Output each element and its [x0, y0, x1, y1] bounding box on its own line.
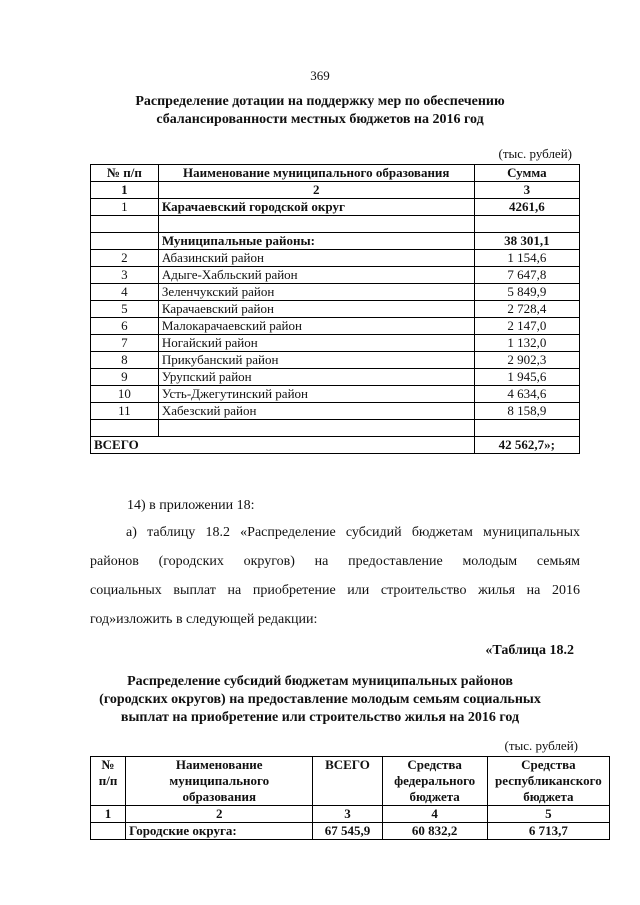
empty-cell: [158, 216, 474, 233]
table-reference: «Таблица 18.2: [485, 643, 574, 658]
header-name: [126, 757, 313, 806]
row-name: Урупский район: [158, 369, 474, 386]
section1-title-line1: Распределение дотации на поддержку мер по обеспечению: [135, 94, 505, 109]
row-num: 3: [91, 267, 159, 284]
row-name: Хабезский район: [158, 403, 474, 420]
col-number: 1: [91, 806, 126, 823]
table-row: [91, 233, 580, 250]
header-total: [313, 757, 382, 806]
table-row: [91, 284, 580, 301]
row-sum: 7 647,8: [474, 267, 579, 284]
row-num: 11: [91, 403, 159, 420]
subsidy-table-2: [90, 756, 610, 840]
row-sum: 5 849,9: [474, 284, 579, 301]
row-num: 5: [91, 301, 159, 318]
col-number: 5: [487, 806, 609, 823]
row-federal: 60 832,2: [382, 823, 487, 840]
header-text: Средства: [407, 757, 462, 772]
row-sum: 2 902,3: [474, 352, 579, 369]
header-text: образования: [182, 789, 257, 804]
row-name: Зеленчукский район: [158, 284, 474, 301]
row-num: 8: [91, 352, 159, 369]
row-name: Ногайский район: [158, 335, 474, 352]
header-text: муниципального: [169, 773, 270, 788]
empty-cell: [158, 420, 474, 437]
header-num: [91, 757, 126, 806]
header-num: № п/п: [91, 165, 159, 182]
row-name: Городские округа:: [126, 823, 313, 840]
section2-unit: (тыс. рублей): [504, 738, 578, 753]
table-row: [91, 352, 580, 369]
section2-title: [0, 673, 640, 727]
col-number: 1: [91, 182, 159, 199]
row-name: Малокарачаевский район: [158, 318, 474, 335]
table-header-row: [91, 757, 610, 806]
header-text: Средства: [521, 757, 576, 772]
table-row: [91, 199, 580, 216]
subsidy-table-1: [90, 164, 580, 454]
header-text: бюджета: [409, 789, 460, 804]
header-name: Наименование муниципального образования: [158, 165, 474, 182]
header-text: республиканского: [495, 773, 602, 788]
row-sum: 2 147,0: [474, 318, 579, 335]
header-federal: [382, 757, 487, 806]
empty-cell: [474, 216, 579, 233]
row-name: Карачаевский район: [158, 301, 474, 318]
row-num: 7: [91, 335, 159, 352]
row-sum: 38 301,1: [474, 233, 579, 250]
table-row: [91, 250, 580, 267]
section1-title-line2: сбалансированности местных бюджетов на 2016 год: [156, 112, 484, 127]
paragraph-line: а) таблицу 18.2 «Распределение субсидий бюджетам муниципальных: [126, 525, 580, 540]
section1-title: [0, 93, 640, 129]
empty-cell: [91, 420, 159, 437]
row-name: Усть-Джегутинский район: [158, 386, 474, 403]
row-sum: 1 154,6: [474, 250, 579, 267]
row-sum: 4261,6: [474, 199, 579, 216]
col-number: 3: [474, 182, 579, 199]
col-number: 4: [382, 806, 487, 823]
total-sum: 42 562,7»;: [474, 437, 579, 454]
col-number: 3: [313, 806, 382, 823]
header-text: Наименование: [175, 757, 263, 772]
header-republic: [487, 757, 609, 806]
paragraph-appendix: 14) в приложении 18:: [127, 498, 255, 513]
total-label: ВСЕГО: [91, 437, 475, 454]
col-number: 2: [126, 806, 313, 823]
header-sum: Сумма: [474, 165, 579, 182]
table-header-row: [91, 165, 580, 182]
row-sum: 1 132,0: [474, 335, 579, 352]
paragraph-amendment: [90, 518, 580, 634]
row-republic: 6 713,7: [487, 823, 609, 840]
paragraph-line: год»изложить в следующей редакции:: [90, 612, 318, 627]
row-num: 1: [91, 199, 159, 216]
row-name: Карачаевский городской округ: [158, 199, 474, 216]
section2-title-line3: выплат на приобретение или строительство жилья на 2016 год: [120, 710, 520, 725]
page-number: 369: [310, 68, 330, 83]
table-row: [91, 369, 580, 386]
row-num: 2: [91, 250, 159, 267]
row-sum: 4 634,6: [474, 386, 579, 403]
row-sum: 8 158,9: [474, 403, 579, 420]
empty-cell: [91, 823, 126, 840]
header-text: ВСЕГО: [325, 757, 370, 772]
empty-cell: [474, 420, 579, 437]
header-text: федерального: [394, 773, 476, 788]
paragraph-line: социальных выплат на приобретение или строительство жилья на 2016: [90, 583, 580, 598]
section1-unit: (тыс. рублей): [498, 146, 572, 161]
row-sum: 2 728,4: [474, 301, 579, 318]
header-text: бюджета: [523, 789, 574, 804]
col-number: 2: [158, 182, 474, 199]
table-row: [91, 403, 580, 420]
row-sum: 1 945,6: [474, 369, 579, 386]
table-row: [91, 301, 580, 318]
row-num: 9: [91, 369, 159, 386]
table-row: [91, 386, 580, 403]
empty-row: [91, 420, 580, 437]
header-text: п/п: [98, 773, 118, 788]
section2-title-line1: Распределение субсидий бюджетам муниципальных районов: [127, 674, 513, 689]
row-num: 10: [91, 386, 159, 403]
row-num: 6: [91, 318, 159, 335]
table-row: [91, 823, 610, 840]
row-name: Адыге-Хабльский район: [158, 267, 474, 284]
table-row: [91, 267, 580, 284]
column-numbers-row: [91, 806, 610, 823]
row-name: Прикубанский район: [158, 352, 474, 369]
table-row: [91, 335, 580, 352]
paragraph-line: районов (городских округов) на предоставление молодым семьям: [90, 554, 580, 569]
empty-row: [91, 216, 580, 233]
empty-cell: [91, 216, 159, 233]
column-numbers-row: [91, 182, 580, 199]
section2-title-line2: (городских округов) на предоставление молодым семьям социальных: [99, 692, 541, 707]
row-total: 67 545,9: [313, 823, 382, 840]
row-name: Муниципальные районы:: [158, 233, 474, 250]
total-row: [91, 437, 580, 454]
row-num: 4: [91, 284, 159, 301]
row-name: Абазинский район: [158, 250, 474, 267]
empty-cell: [91, 233, 159, 250]
header-text: №: [101, 757, 115, 772]
table-row: [91, 318, 580, 335]
